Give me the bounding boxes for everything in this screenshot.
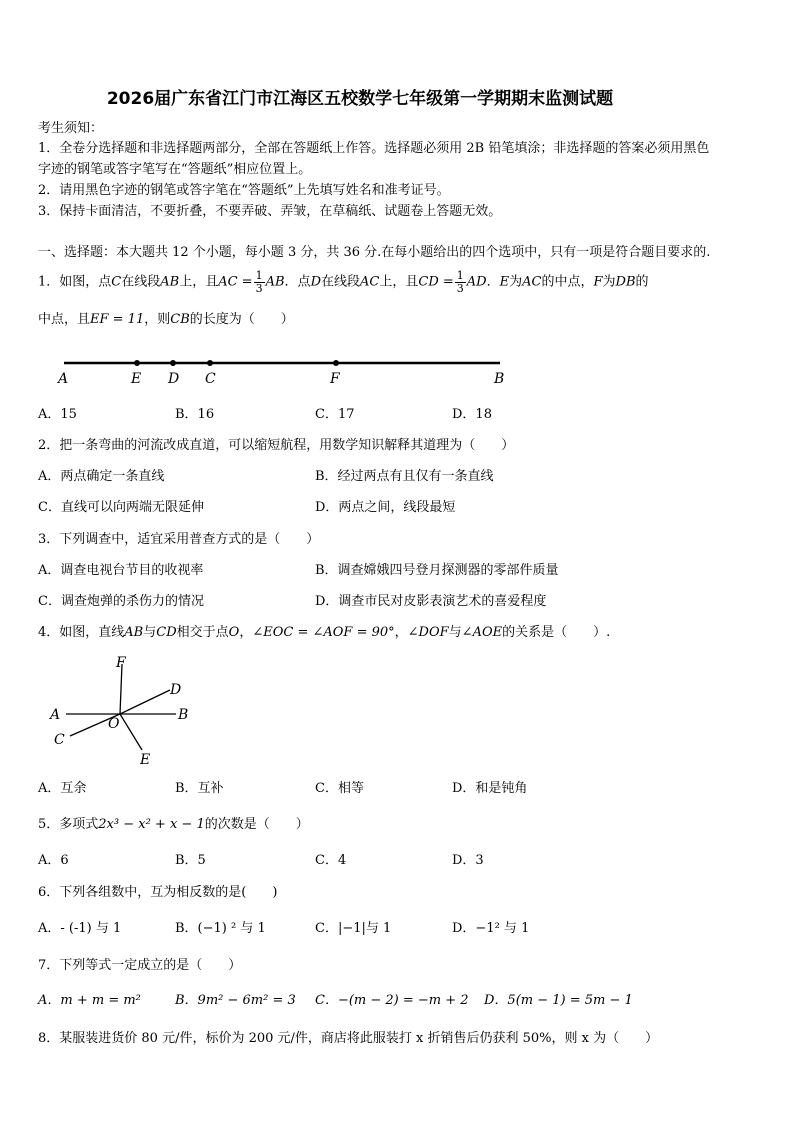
section-heading: 一、选择题：本大题共 12 个小题，每小题 3 分，共 36 分.在每小题给出的四个选项中，只有一项是符合题目要求的. (38, 245, 711, 260)
option: D．5(m − 1) = 5m − 1 (484, 993, 633, 1008)
notice-item: 1．全卷分选择题和非选择题两部分，全部在答题纸上作答。选择题必须用 2B 铅笔填涂；非选择题的答案必须用黑色 (38, 141, 710, 156)
option: B．调查嫦娥四号登月探测器的零部件质量 (315, 563, 559, 578)
question-4-stem: 4．如图，直线AB与CD相交于点O，∠EOC = ∠AOF = 90°，∠DOF与∠AOE的关系是（ ）. (38, 625, 611, 640)
option: C．−(m − 2) = −m + 2 (315, 993, 469, 1008)
point-label: A (58, 371, 69, 387)
question-8-stem: 8．某服装进货价 80 元/件，标价为 200 元/件，商店将此服装打 x 折销售后仍获利 50%，则 x 为（ ） (38, 1031, 659, 1046)
question-1-stem: 1．如图，点C在线段AB上，且AC = $\frac{1}{3}$ AB．点D在线段AC上，且CD = $\frac{1}{3}$ AD．E为AC的中点，F为DB的 (38, 269, 649, 295)
angle-figure (46, 652, 206, 770)
option: D．3 (452, 853, 484, 868)
fraction: $\frac{1}{3}$ (456, 269, 464, 295)
option: D．调查市民对皮影表演艺术的喜爱程度 (315, 594, 547, 609)
segment-figure (52, 352, 532, 392)
page-title: 2026届广东省江门市江海区五校数学七年级第一学期期末监测试题 (106, 89, 614, 109)
option: A．两点确定一条直线 (38, 469, 165, 484)
question-5-stem: 5．多项式2x³ − x² + x − 1的次数是（ ） (38, 817, 309, 832)
option: D．18 (452, 407, 492, 422)
option: B．互补 (175, 781, 224, 796)
notice-item: 2．请用黑色字迹的钢笔或答字笔在“答题纸”上先填写姓名和准考证号。 (38, 183, 450, 198)
question-2-stem: 2．把一条弯曲的河流改成直道，可以缩短航程，用数学知识解释其道理为（ ） (38, 438, 515, 453)
option: A．15 (38, 407, 77, 422)
point-label: E (140, 752, 151, 768)
option: A．m + m = m² (38, 993, 141, 1008)
question-6-stem: 6．下列各组数中，互为相反数的是( ) (38, 885, 278, 900)
option: B．9m² − 6m² = 3 (175, 993, 296, 1008)
point-label: B (494, 371, 505, 387)
notice-heading: 考生须知： (38, 121, 104, 136)
option: D．和是钝角 (452, 781, 528, 796)
option: C．相等 (315, 781, 364, 796)
question-1-stem-line2: 中点，且EF = 11，则CB的长度为（ ） (38, 312, 294, 327)
point-label: A (50, 707, 61, 723)
option: C．直线可以向两端无限延伸 (38, 500, 204, 515)
option: B．16 (175, 407, 215, 422)
option: C．|−1|与 1 (315, 921, 392, 936)
option: C．4 (315, 853, 347, 868)
point-label: C (205, 371, 216, 387)
option: A．6 (38, 853, 69, 868)
point-label: E (131, 371, 142, 387)
option: A．互余 (38, 781, 87, 796)
option: A．- (-1) 与 1 (38, 921, 122, 936)
option: B．经过两点有且仅有一条直线 (315, 469, 494, 484)
option: D．−1² 与 1 (452, 921, 530, 936)
option: A．调查电视台节目的收视率 (38, 563, 204, 578)
option: B．5 (175, 853, 206, 868)
point-label: C (54, 732, 65, 748)
point-label: O (108, 716, 120, 732)
fraction: $\frac{1}{3}$ (255, 269, 263, 295)
point-label: D (168, 371, 180, 387)
question-3-stem: 3．下列调查中，适宜采用普查方式的是（ ） (38, 532, 320, 547)
point-label: B (178, 707, 189, 723)
notice-item: 字迹的钢笔或答字笔写在“答题纸”相应位置上。 (38, 162, 312, 177)
option: D．两点之间，线段最短 (315, 500, 456, 515)
notice-item: 3．保持卡面清洁，不要折叠，不要弄破、弄皱，在草稿纸、试题卷上答题无效。 (38, 204, 502, 219)
point-label: F (330, 371, 340, 387)
option: B．(−1) ² 与 1 (175, 921, 266, 936)
question-7-stem: 7．下列等式一定成立的是（ ） (38, 958, 242, 973)
option: C．调查炮弹的杀伤力的情况 (38, 594, 204, 609)
point-label: F (116, 655, 126, 671)
point-label: D (170, 682, 182, 698)
option: C．17 (315, 407, 355, 422)
